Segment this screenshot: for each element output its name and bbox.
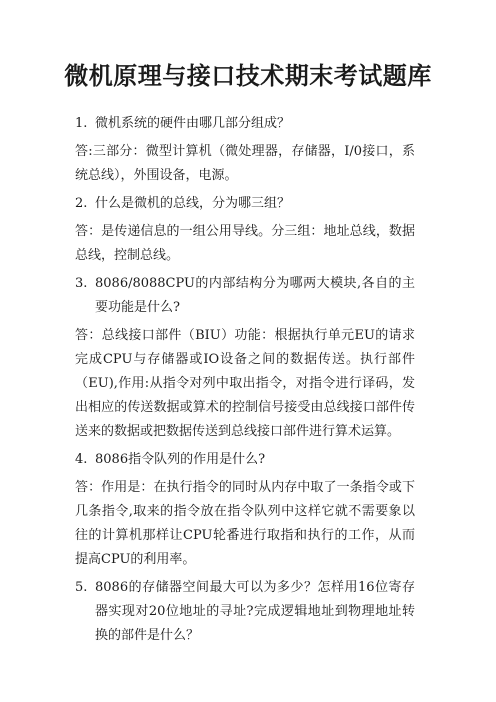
question-number: 2. — [75, 196, 88, 211]
question-3 — [75, 272, 415, 320]
question-number: 4. — [75, 452, 88, 467]
question-2 — [75, 192, 415, 216]
question-text: 微机系统的硬件由哪几部分组成？ — [95, 116, 291, 131]
answer-3: 答：总线接口部件（BIU）功能：根据执行单元EU的请求完成CPU与存储器或IO设备之间的数据传送。执行部件（EU),作用:从指令对列中取出指令，对指令进行译码，发出相应的传送数据或算术的控制信号接受由总线接口部件传送来的数据或把数据传送到总线接口部件进行算术运算。 — [75, 328, 415, 439]
question-5 — [75, 576, 415, 648]
answer-4: 答：作用是：在执行指令的同时从内存中取了一条指令或下几条指令,取来的指令放在指令队列中这样它就不需要象以往的计算机那样让CPU轮番进行取指和执行的工作，从而提高CPU的利用率。 — [75, 480, 415, 567]
question-text: 8086指令队列的作用是什么? — [95, 452, 266, 467]
answer-1: 答:三部分：微型计算机（微处理器，存储器，I/0接口，系统总线），外围设备，电源。 — [75, 144, 415, 183]
question-number: 3. — [75, 276, 88, 291]
question-text: 8086/8088CPU的内部结构分为哪两大模块,各自的主要功能是什么? — [95, 276, 415, 315]
answer-2: 答：是传递信息的一组公用导线。分三组：地址总线，数据总线，控制总线。 — [75, 224, 415, 263]
question-number: 5. — [75, 580, 88, 595]
question-list — [75, 112, 415, 652]
question-text: 8086的存储器空间最大可以为多少？怎样用16位寄存器实现对20位地址的寻址?完成逻辑地址到物理地址转换的部件是什么？ — [95, 580, 415, 643]
document-title: 微机原理与接口技术期末考试题库 — [64, 61, 432, 90]
question-number: 1. — [75, 116, 88, 131]
question-1 — [75, 112, 415, 136]
question-4 — [75, 448, 415, 472]
question-text: 什么是微机的总线，分为哪三组？ — [95, 196, 291, 211]
